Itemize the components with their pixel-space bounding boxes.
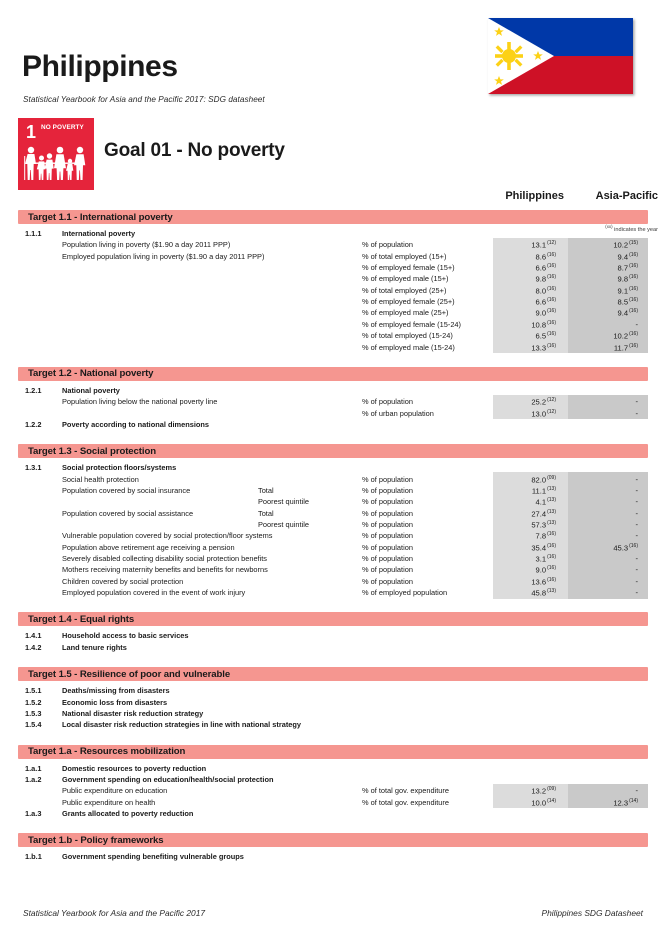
indicator-subrow-label: Population living below the national poverty line	[62, 397, 218, 407]
value-number: 9.4	[617, 252, 629, 262]
indicator-subrow-label: Employed population living in poverty ($1.90 a day 2011 PPP)	[62, 251, 265, 261]
value-year-superscript: (13)	[547, 497, 556, 504]
value-year-superscript: (13)	[547, 520, 556, 526]
asia-pacific-value	[568, 475, 638, 484]
indicator-subrow-breakdown: Poorest quintile	[258, 520, 309, 529]
indicator-subrow-label: Employed population covered in the event of work injury	[62, 588, 246, 598]
philippines-value	[493, 286, 556, 296]
target-header-bar	[18, 745, 648, 759]
value-number: -	[635, 531, 638, 541]
target-header-label: Target 1.a - Resources mobilization	[28, 746, 186, 758]
value-number: 6.6	[535, 297, 547, 307]
value-year-superscript: (16)	[629, 342, 638, 349]
value-year-superscript: (16)	[547, 531, 556, 538]
value-number: 8.7	[617, 263, 629, 273]
philippines-value	[493, 308, 556, 318]
indicator-title: Deaths/missing from disasters	[62, 686, 170, 696]
value-year-superscript: (16)	[629, 542, 638, 549]
indicator-title: Land tenure rights	[62, 642, 127, 652]
indicator-subrow-label: Population above retirement age receiving a pension	[62, 542, 235, 552]
target-header-bar	[18, 612, 648, 626]
value-number: -	[635, 319, 638, 329]
footer-left-text: Statistical Yearbook for Asia and the Pacific 2017	[23, 908, 206, 918]
value-number: -	[635, 408, 638, 418]
indicator-subrow-label: Population covered by social assistance	[62, 508, 194, 518]
indicator-code: 1.5.2	[25, 697, 42, 707]
asia-pacific-value	[568, 297, 638, 307]
indicator-unit-label: % of employed male (15+)	[362, 274, 449, 284]
target-header-label: Target 1.3 - Social protection	[28, 445, 156, 457]
value-year-superscript: (16)	[547, 285, 556, 292]
indicator-unit-label: % of population	[362, 397, 413, 407]
value-number: 10.8	[531, 320, 547, 330]
value-number: 35.4	[531, 543, 547, 553]
indicator-subrow-label: Vulnerable population covered by social protection/floor systems	[62, 531, 273, 541]
value-number: 10.2	[613, 240, 629, 250]
indicator-code: 1.1.1	[25, 229, 42, 238]
value-number: 8.5	[617, 297, 629, 307]
philippines-value	[493, 531, 556, 541]
asia-pacific-value	[568, 554, 638, 563]
year-note-superscript: (xx)	[605, 224, 613, 229]
indicator-subrow-breakdown: Total	[258, 508, 274, 518]
asia-pacific-value	[568, 520, 638, 529]
value-number: -	[635, 497, 638, 507]
value-year-superscript: (16)	[547, 251, 556, 258]
indicator-subrow-label: Population living in poverty ($1.90 a day 2011 PPP)	[62, 240, 231, 250]
value-year-superscript: (12)	[547, 397, 556, 404]
value-number: 27.4	[531, 509, 547, 519]
value-year-superscript: (16)	[547, 576, 556, 583]
value-number: 13.6	[531, 577, 547, 587]
goal-title: Goal 01 - No poverty	[104, 140, 285, 161]
asia-pacific-value	[568, 497, 638, 506]
indicator-title: Domestic resources to poverty reduction	[62, 763, 207, 773]
value-year-superscript: (14)	[547, 797, 556, 804]
value-number: 45.8	[531, 588, 547, 598]
indicator-subrow-label: Children covered by social protection	[62, 576, 184, 586]
indicator-title: Poverty according to national dimensions	[62, 419, 210, 429]
philippines-value	[493, 786, 556, 796]
asia-pacific-value	[568, 409, 638, 418]
asia-pacific-value	[568, 343, 638, 353]
philippines-flag-icon	[488, 18, 633, 94]
target-header-bar	[18, 667, 648, 681]
target-header-bar	[18, 210, 648, 224]
indicator-code: 1.2.2	[25, 419, 42, 429]
value-year-superscript: (16)	[547, 542, 556, 549]
value-number: 9.0	[535, 308, 547, 318]
value-number: -	[635, 508, 638, 518]
indicator-unit-label: % of population	[362, 474, 413, 484]
value-year-superscript: (16)	[547, 319, 556, 326]
philippines-value	[493, 509, 556, 519]
value-number: 45.3	[613, 543, 629, 553]
indicator-code: 1.5.1	[25, 686, 42, 696]
indicator-unit-label: % of employed population	[362, 588, 448, 598]
philippines-value	[493, 240, 556, 250]
philippines-value	[493, 475, 556, 485]
asia-pacific-value	[568, 565, 638, 574]
indicator-subrow-label: Mothers receiving maternity benefits and benefits for newborns	[62, 565, 268, 575]
value-number: 13.1	[531, 240, 547, 250]
value-year-superscript: (13)	[547, 508, 556, 515]
value-number: 11.1	[531, 486, 547, 496]
asia-pacific-value	[568, 308, 638, 318]
value-number: 57.3	[531, 520, 547, 530]
philippines-value	[493, 577, 556, 587]
footer-right-text: Philippines SDG Datasheet	[541, 908, 643, 918]
value-year-superscript: (14)	[629, 797, 638, 804]
indicator-unit-label: % of population	[362, 485, 413, 495]
goal-banner	[0, 118, 665, 190]
value-year-superscript: (16)	[547, 297, 556, 304]
value-number: 9.1	[617, 286, 629, 296]
value-year-superscript: (13)	[547, 588, 556, 595]
indicator-unit-label: % of population	[362, 497, 413, 507]
value-number: 9.4	[617, 308, 629, 318]
indicator-unit-label: % of population	[362, 240, 413, 250]
asia-pacific-value	[568, 786, 638, 795]
philippines-value	[493, 320, 556, 330]
value-year-superscript: (16)	[547, 274, 556, 281]
target-header-label: Target 1.2 - National poverty	[28, 368, 154, 380]
indicator-unit-label: % of population	[362, 520, 413, 529]
indicator-unit-label: % of employed male (25+)	[362, 308, 449, 318]
indicator-subrow-label: Population covered by social insurance	[62, 485, 191, 495]
indicator-title: Government spending on education/health/social protection	[62, 774, 274, 784]
target-header-label: Target 1.4 - Equal rights	[28, 613, 135, 625]
value-number: 7.8	[535, 531, 547, 541]
value-number: -	[635, 520, 638, 529]
value-number: 13.3	[531, 343, 547, 353]
philippines-value	[493, 397, 556, 407]
value-number: 82.0	[531, 475, 547, 485]
indicator-code: 1.a.1	[25, 763, 42, 773]
indicator-subrow-label: Severely disabled collecting disability social protection benefits	[62, 554, 267, 564]
indicator-subrow-breakdown: Poorest quintile	[258, 497, 309, 507]
indicator-subrow-label: Public expenditure on health	[62, 797, 156, 807]
value-number: 8.6	[535, 252, 547, 262]
indicator-unit-label: % of employed female (15-24)	[362, 319, 462, 329]
target-header-label: Target 1.1 - International poverty	[28, 211, 173, 223]
value-year-superscript: (16)	[629, 308, 638, 315]
asia-pacific-value	[568, 240, 638, 250]
philippines-value	[493, 274, 556, 284]
value-number: -	[635, 786, 638, 796]
column-header-asia-pacific: Asia-Pacific	[595, 190, 658, 202]
value-year-superscript: (16)	[547, 554, 556, 561]
indicator-title: International poverty	[62, 229, 136, 238]
philippines-value	[493, 565, 556, 575]
philippines-value	[493, 543, 556, 553]
value-number: 12.3	[613, 798, 629, 808]
value-number: 11.7	[613, 343, 629, 353]
value-number: 9.0	[535, 565, 547, 575]
indicator-code: 1.4.2	[25, 642, 42, 652]
indicator-code: 1.5.3	[25, 708, 42, 718]
philippines-value	[493, 798, 556, 808]
asia-pacific-value	[568, 486, 638, 495]
value-number: 10.0	[531, 798, 547, 808]
year-note	[510, 224, 658, 233]
asia-pacific-value	[568, 531, 638, 540]
value-number: 8.0	[535, 286, 547, 296]
value-number: 6.6	[535, 263, 547, 273]
indicator-unit-label: % of population	[362, 554, 413, 564]
indicator-code: 1.a.2	[25, 774, 42, 784]
philippines-value	[493, 486, 556, 496]
value-year-superscript: (16)	[547, 331, 556, 338]
value-number: 25.2	[531, 397, 547, 407]
philippines-value	[493, 343, 556, 353]
value-number: 13.2	[531, 786, 547, 796]
indicator-code: 1.3.1	[25, 463, 42, 473]
asia-pacific-value	[568, 331, 638, 341]
target-header-bar	[18, 444, 648, 458]
sdg-goal-1-icon	[18, 118, 94, 190]
philippines-value	[493, 409, 556, 419]
value-year-superscript: (16)	[629, 263, 638, 270]
asia-pacific-value	[568, 798, 638, 808]
indicator-title: National disaster risk reduction strategy	[62, 708, 204, 718]
value-number: 9.8	[535, 274, 547, 284]
indicator-title: Government spending benefiting vulnerable groups	[62, 852, 244, 862]
indicator-code: 1.4.1	[25, 631, 42, 641]
column-header-philippines: Philippines	[505, 190, 564, 202]
philippines-value	[493, 520, 556, 530]
asia-pacific-value	[568, 397, 638, 406]
philippines-value	[493, 252, 556, 262]
indicator-code: 1.a.3	[25, 808, 42, 818]
value-year-superscript: (16)	[547, 342, 556, 349]
asia-pacific-value	[568, 252, 638, 262]
asia-pacific-value	[568, 543, 638, 553]
page-subtitle: Statistical Yearbook for Asia and the Pacific 2017: SDG datasheet	[23, 95, 265, 104]
value-number: -	[635, 474, 638, 484]
target-header-label: Target 1.5 - Resilience of poor and vulnerable	[28, 668, 231, 680]
value-year-superscript: (12)	[547, 408, 556, 415]
indicator-unit-label: % of total gov. expenditure	[362, 786, 449, 796]
indicator-title: Economic loss from disasters	[62, 697, 168, 707]
value-year-superscript: (16)	[629, 331, 638, 338]
indicator-title: Grants allocated to poverty reduction	[62, 808, 194, 818]
value-year-superscript: (09)	[547, 474, 556, 481]
indicator-unit-label: % of employed female (15+)	[362, 263, 455, 273]
indicator-unit-label: % of total employed (15-24)	[362, 331, 453, 341]
philippines-value	[493, 554, 556, 564]
value-number: 3.1	[535, 554, 547, 564]
target-header-bar	[18, 833, 648, 847]
indicator-subrow-breakdown: Total	[258, 485, 274, 495]
philippines-value	[493, 297, 556, 307]
indicator-unit-label: % of employed male (15-24)	[362, 342, 455, 352]
value-number: 6.5	[535, 331, 547, 341]
indicator-unit-label: % of population	[362, 576, 413, 586]
value-number: 13.0	[531, 409, 547, 419]
value-number: -	[635, 485, 638, 495]
page-title: Philippines	[22, 50, 178, 83]
philippines-value	[493, 588, 556, 598]
indicator-unit-label: % of total employed (15+)	[362, 251, 447, 261]
philippines-value	[493, 497, 556, 507]
year-note-text: indicates the year	[612, 226, 658, 233]
sdg-family-figures-icon	[22, 144, 90, 184]
asia-pacific-value	[568, 588, 638, 597]
philippines-value	[493, 263, 556, 273]
indicator-unit-label: % of population	[362, 542, 413, 552]
asia-pacific-value	[568, 320, 638, 329]
indicator-unit-label: % of total gov. expenditure	[362, 797, 449, 807]
indicator-unit-label: % of population	[362, 508, 413, 518]
target-header-bar	[18, 367, 648, 381]
value-year-superscript: (13)	[547, 485, 556, 492]
value-year-superscript: (16)	[547, 308, 556, 315]
indicator-title: National poverty	[62, 385, 120, 395]
value-year-superscript: (12)	[547, 240, 556, 247]
indicator-unit-label: % of population	[362, 565, 413, 575]
value-number: -	[635, 576, 638, 586]
value-year-superscript: (16)	[547, 565, 556, 572]
indicator-title: Local disaster risk reduction strategies in line with national strategy	[62, 720, 302, 730]
indicator-code: 1.2.1	[25, 385, 42, 395]
value-number: -	[635, 554, 638, 564]
value-number: 10.2	[613, 331, 629, 341]
value-year-superscript: (16)	[629, 285, 638, 292]
value-year-superscript: (16)	[547, 263, 556, 270]
value-number: 4.1	[535, 497, 547, 507]
value-year-superscript: (09)	[547, 786, 556, 793]
indicator-unit-label: % of employed female (25+)	[362, 297, 455, 307]
indicator-unit-label: % of population	[362, 531, 413, 541]
philippines-value	[493, 331, 556, 341]
asia-pacific-value	[568, 286, 638, 296]
asia-pacific-value	[568, 263, 638, 273]
indicator-title: Household access to basic services	[62, 631, 189, 641]
value-year-superscript: (15)	[629, 240, 638, 247]
value-year-superscript: (16)	[629, 274, 638, 281]
value-year-superscript: (16)	[629, 251, 638, 258]
value-number: -	[635, 565, 638, 575]
indicator-code: 1.5.4	[25, 720, 42, 730]
target-header-label: Target 1.b - Policy frameworks	[28, 834, 164, 846]
value-number: -	[635, 397, 638, 407]
indicator-subrow-label: Public expenditure on education	[62, 786, 168, 796]
indicator-unit-label: % of total employed (25+)	[362, 285, 447, 295]
asia-pacific-value	[568, 577, 638, 586]
asia-pacific-value	[568, 509, 638, 518]
sdg-goal-number: 1	[26, 122, 37, 142]
value-number: 9.8	[617, 274, 629, 284]
asia-pacific-value	[568, 274, 638, 284]
value-number: -	[635, 588, 638, 598]
value-year-superscript: (16)	[629, 297, 638, 304]
sdg-goal-label: NO POVERTY	[41, 124, 84, 131]
indicator-subrow-label: Social health protection	[62, 474, 139, 484]
indicator-title: Social protection floors/systems	[62, 463, 177, 473]
indicator-unit-label: % of urban population	[362, 408, 434, 418]
indicator-code: 1.b.1	[25, 852, 42, 862]
